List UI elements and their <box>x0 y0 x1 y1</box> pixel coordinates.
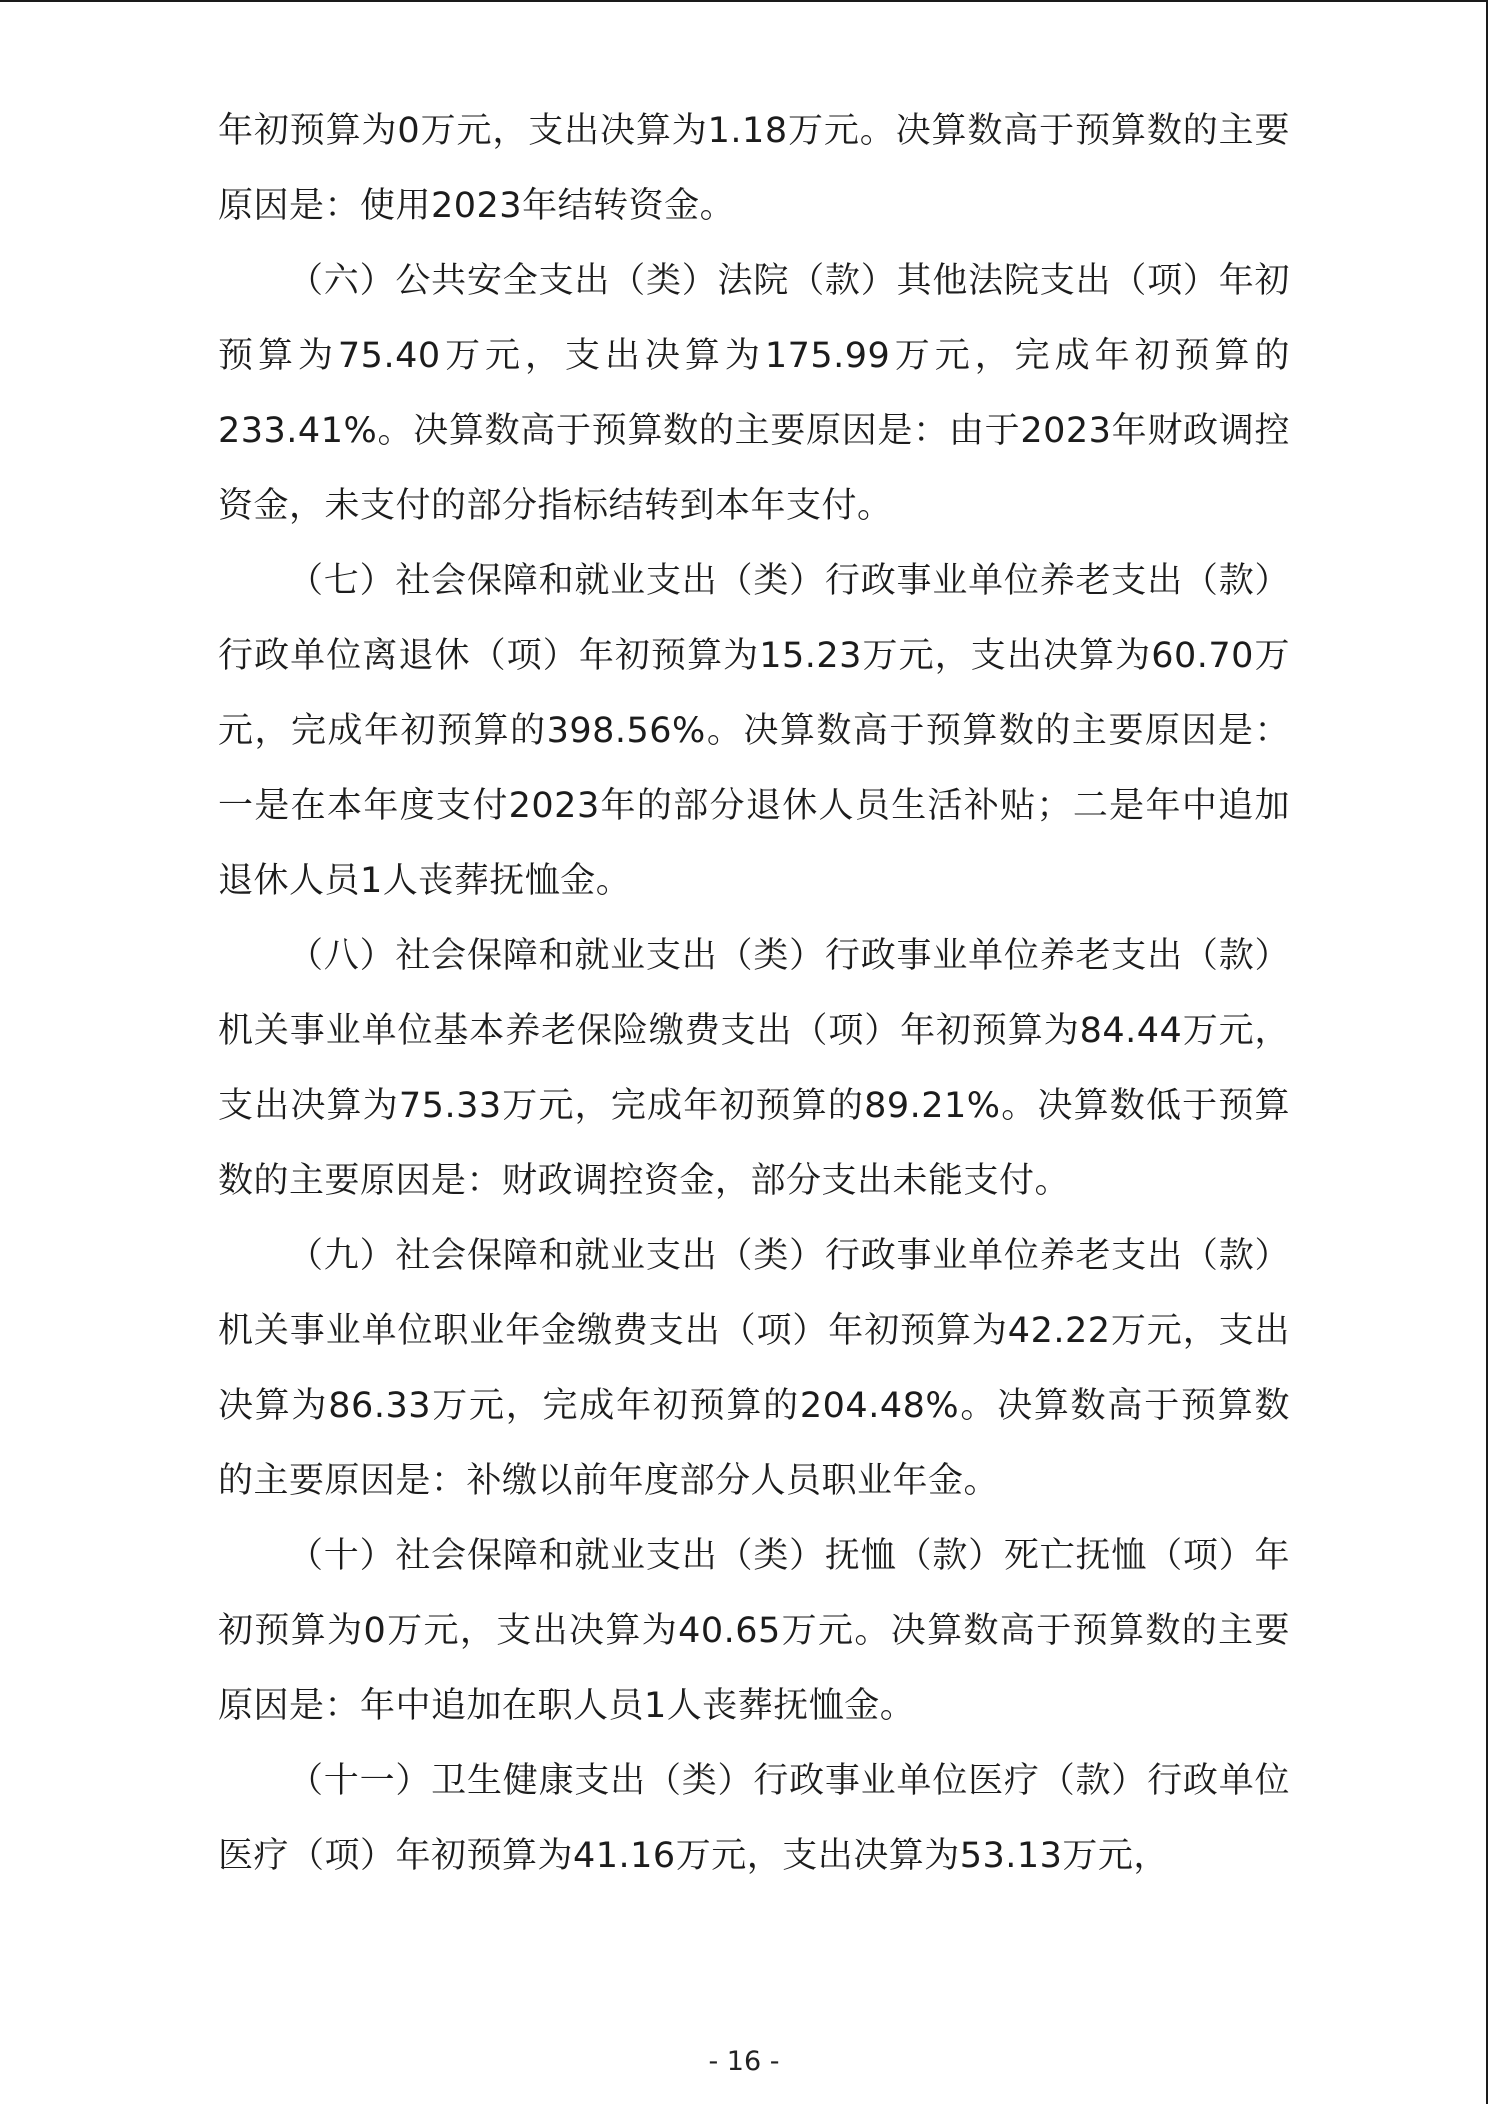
page-number: - 16 - <box>708 2046 780 2077</box>
paragraph-section-eleven: （十一）卫生健康支出（类）行政事业单位医疗（款）行政单位医疗（项）年初预算为41.16万元，支出决算为53.13万元， <box>218 1761 1290 1876</box>
paragraph-continued: 年初预算为0万元，支出决算为1.18万元。决算数高于预算数的主要原因是：使用2023年结转资金。 <box>218 111 1290 226</box>
paragraph-section-ten: （十）社会保障和就业支出（类）抚恤（款）死亡抚恤（项）年初预算为0万元，支出决算为40.65万元。决算数高于预算数的主要原因是：年中追加在职人员1人丧葬抚恤金。 <box>218 1536 1290 1726</box>
paragraph-section-six: （六）公共安全支出（类）法院（款）其他法院支出（项）年初预算为75.40万元，支出决算为175.99万元，完成年初预算的233.41%。决算数高于预算数的主要原因是：由于2023年财政调控资金，未支付的部分指标结转到本年支付。 <box>218 261 1290 526</box>
paragraph-section-nine: （九）社会保障和就业支出（类）行政事业单位养老支出（款）机关事业单位职业年金缴费支出（项）年初预算为42.22万元，支出决算为86.33万元，完成年初预算的204.48%。决算数高于预算数的主要原因是：补缴以前年度部分人员职业年金。 <box>218 1236 1290 1501</box>
paragraph-section-seven: （七）社会保障和就业支出（类）行政事业单位养老支出（款）行政单位离退休（项）年初预算为15.23万元，支出决算为60.70万元，完成年初预算的398.56%。决算数高于预算数的主要原因是：一是在本年度支付2023年的部分退休人员生活补贴；二是年中追加退休人员1人丧葬抚恤金。 <box>218 561 1290 901</box>
paragraph-section-eight: （八）社会保障和就业支出（类）行政事业单位养老支出（款）机关事业单位基本养老保险缴费支出（项）年初预算为84.44万元，支出决算为75.33万元，完成年初预算的89.21%。决算数低于预算数的主要原因是：财政调控资金，部分支出未能支付。 <box>218 936 1290 1201</box>
document-body <box>218 94 1290 1894</box>
